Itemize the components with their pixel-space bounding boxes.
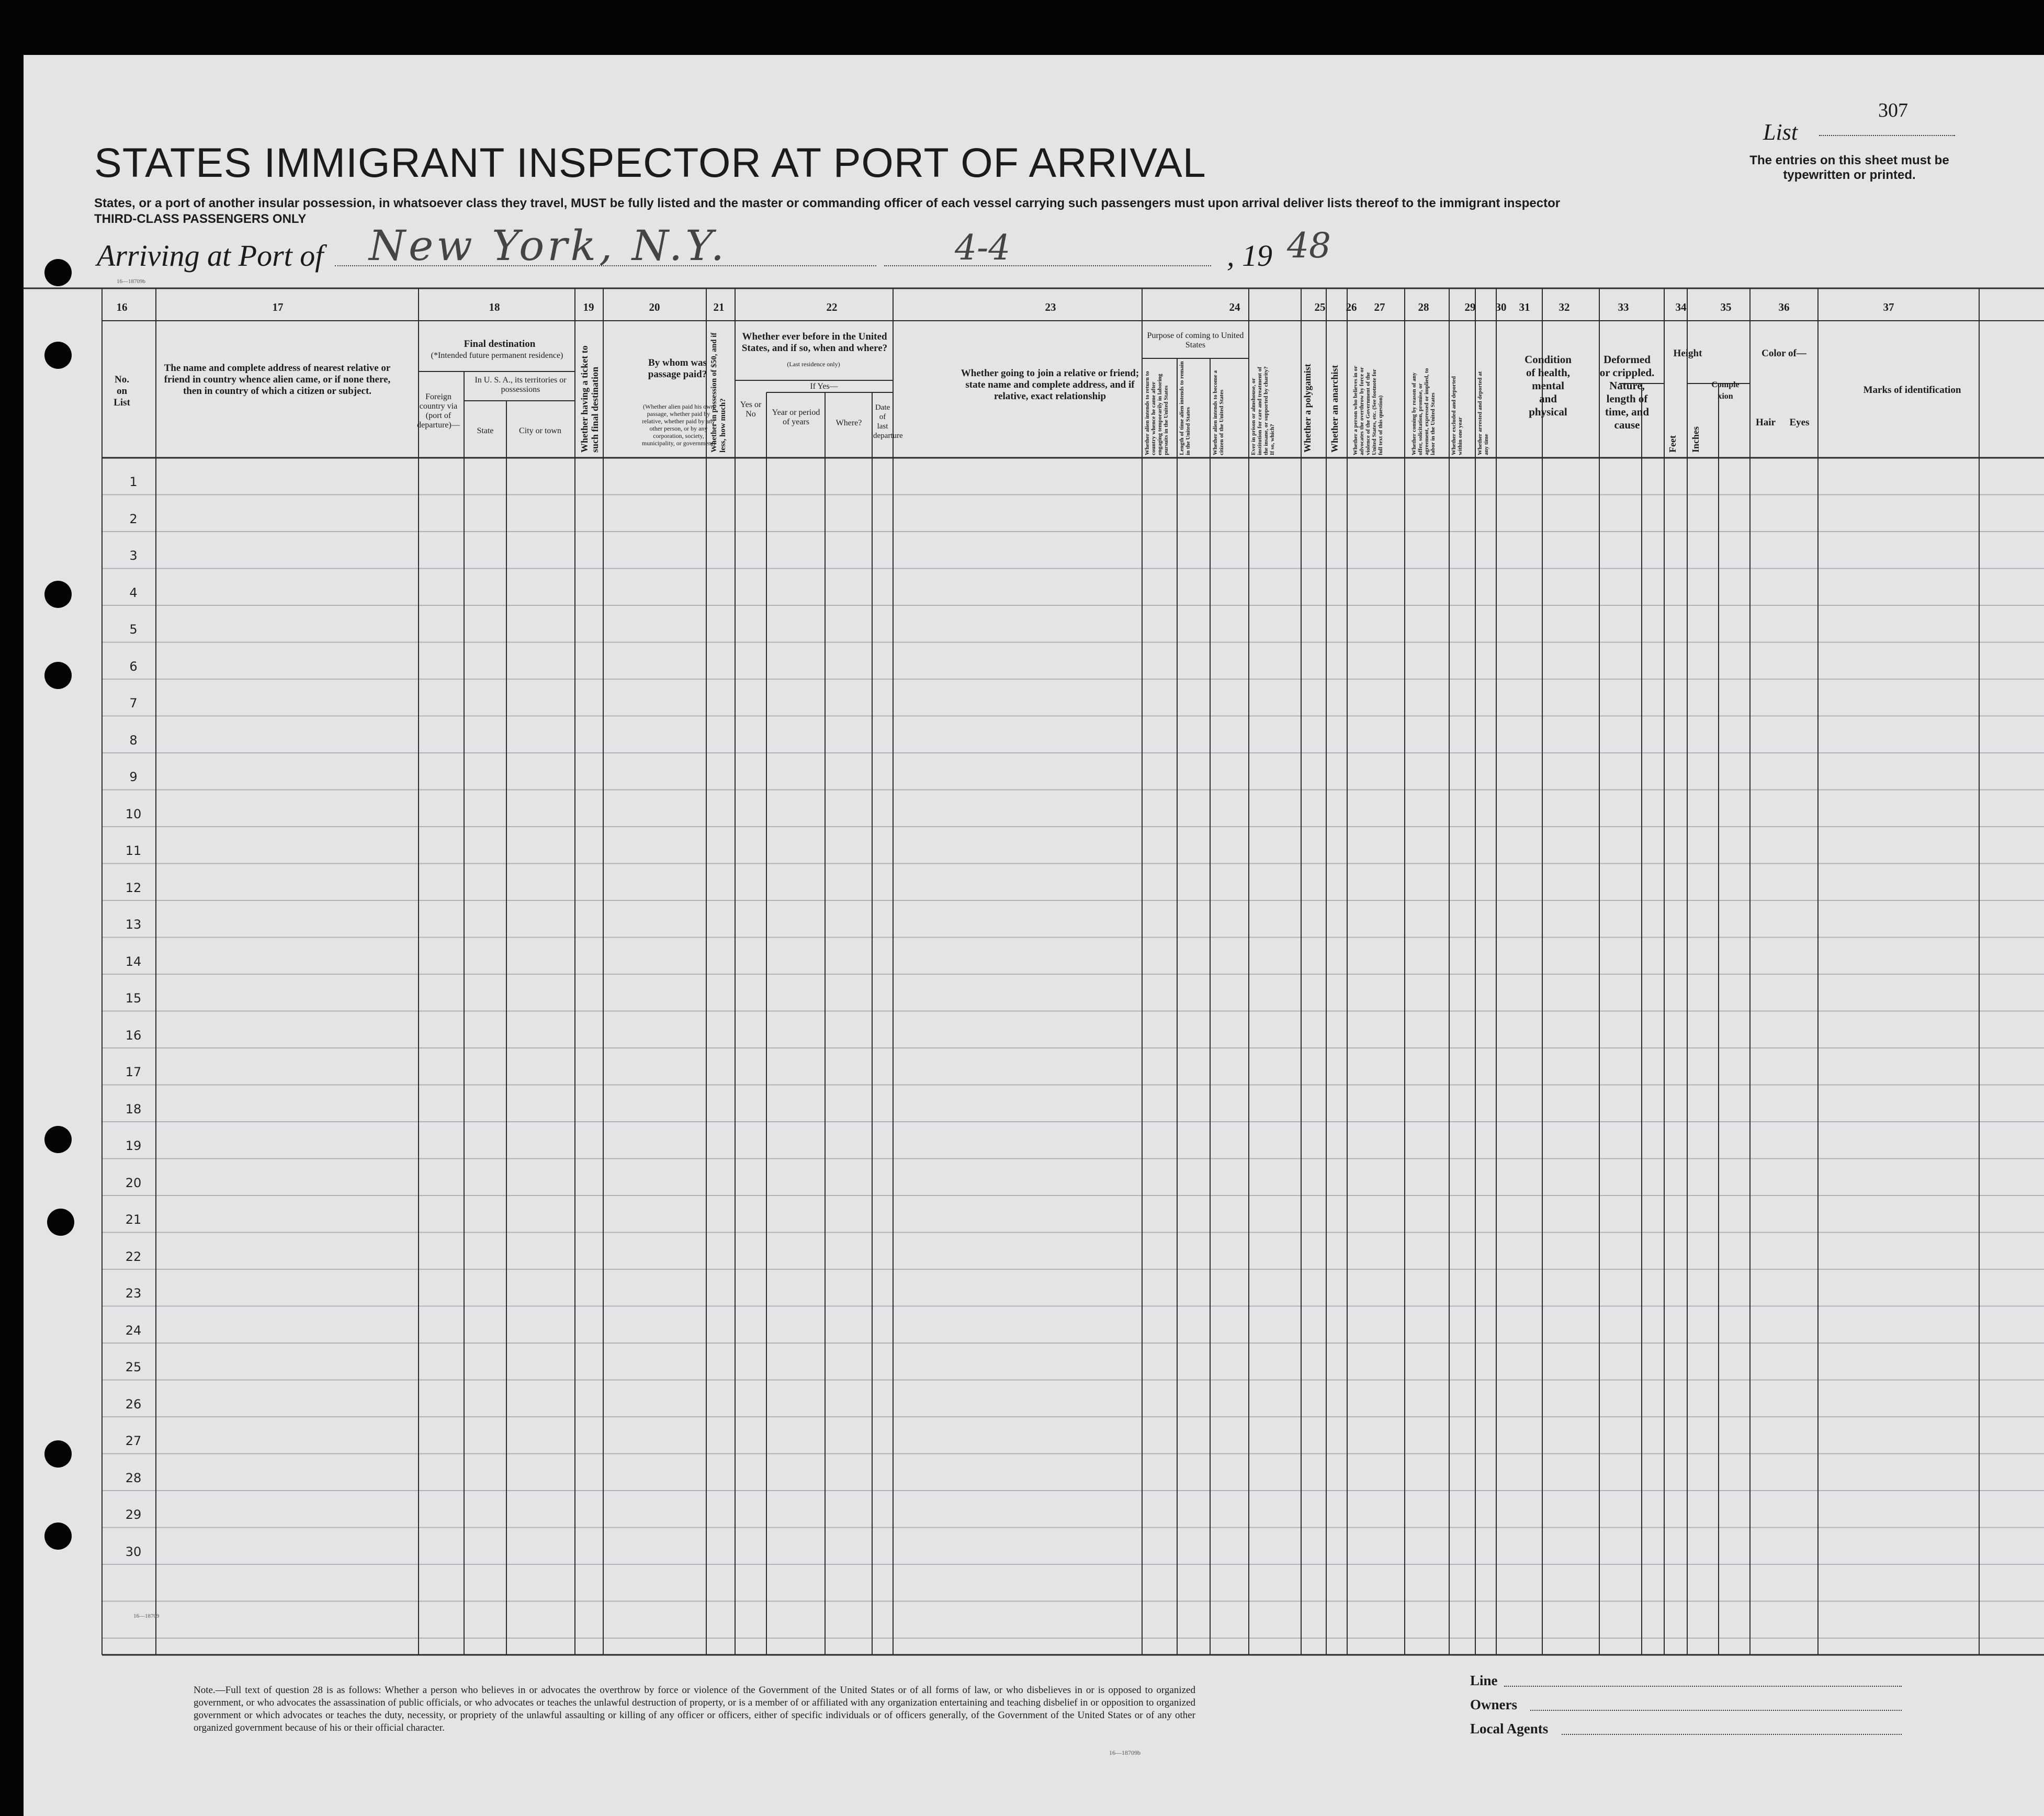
col-24-length: Length of time alien intends to remain in the United States xyxy=(1179,361,1191,455)
col-33-header: Deformed or crippled. Nature, length of time, and cause xyxy=(1599,353,1655,431)
row-number: 6 xyxy=(129,659,138,674)
line-fill-line xyxy=(1504,1686,1902,1687)
row-number: 8 xyxy=(129,732,138,748)
col-num-20: 20 xyxy=(649,301,660,313)
row-number: 29 xyxy=(125,1507,142,1522)
form-title: STATES IMMIGRANT INSPECTOR AT PORT OF ARRIVAL xyxy=(94,139,1206,186)
col-num-37: 37 xyxy=(1883,301,1894,313)
col-22-title: Whether ever before in the United States, and if so, when and where? xyxy=(741,331,888,354)
col-26-header: Whether a polygamist xyxy=(1302,364,1313,453)
col-num-24: 24 xyxy=(1229,301,1240,313)
binder-hole xyxy=(44,662,72,689)
col-30-header: Whether excluded and deported within one year xyxy=(1451,376,1463,455)
col-num-31: 31 xyxy=(1519,301,1530,313)
manifest-sheet xyxy=(24,55,2044,1816)
col-34-inches: Inches xyxy=(1690,426,1701,453)
row-number: 25 xyxy=(125,1360,142,1374)
col-num-19: 19 xyxy=(583,301,594,313)
row-number: 17 xyxy=(125,1065,142,1079)
date-fill-line xyxy=(884,265,1211,266)
row-number: 12 xyxy=(125,880,142,895)
question-28-footnote: Note.—Full text of question 28 is as follows: Whether a person who believes in or advocates the overthrow by force or violence of the Government of the United States or of all forms of law, or who disbelieves in or is opposed to organized government, or who advocates the assassination of public officials, or who advocates or teaches the unlawful destruction of property, or is a member of or affiliated with any organization entertaining and teaching disbelief in or opposition to organized government or which advocates or teaches the duty, necessity, or propriety of the unlawful assaulting or killing of any officer or officers, either of specific individuals or of officers generally, of the Government of the United States or of any other organized government because of his or their official character. xyxy=(194,1685,1195,1733)
col-19-header: Whether having a ticket to such final destination xyxy=(579,345,600,453)
year-label: , 19 xyxy=(1227,239,1272,273)
col-24-return: Whether alien intends to return to country whence he came after engaging temporarily in laboring pursuits in the United States xyxy=(1144,371,1169,455)
col-21-header: Whether in possession of $50, and if less, how much? xyxy=(710,332,727,453)
binder-hole xyxy=(44,259,72,286)
col-29-header: Whether coming by reason of any offer, solicitation, promise, or agreement, expressed or implied, to labor in the United States xyxy=(1411,368,1436,455)
col-32-header: Condition of health, mental and physical xyxy=(1524,353,1572,418)
row-number: 18 xyxy=(125,1101,142,1116)
row-number: 26 xyxy=(125,1396,142,1412)
row-number: 23 xyxy=(125,1286,142,1301)
col-24-title: Purpose of coming to United States xyxy=(1147,331,1244,349)
entries-note: The entries on this sheet must be typewritten or printed. xyxy=(1749,153,1949,182)
form-code-top: 16—18709b xyxy=(117,278,145,285)
col-25-header: Ever in prison or almshouse, or institution for care and treatment of the insane, or supported by charity? If so, which? xyxy=(1250,366,1275,455)
passenger-class-line: THIRD-CLASS PASSENGERS ONLY xyxy=(94,212,307,226)
col-16-header: No. on List xyxy=(114,374,130,408)
col-18-title: Final destination xyxy=(464,339,536,349)
col-37-header: Marks of identification xyxy=(1863,385,1961,396)
row-number: 2 xyxy=(129,511,138,526)
col-28-header: Whether a person who believes in or advocates the overthrow by force or violence of the Government of the United States, etc. (See footnote for full text of this question) xyxy=(1352,366,1384,455)
col-36-hair: Hair xyxy=(1756,417,1776,428)
owners-fill-line xyxy=(1530,1710,1902,1711)
col-18-foreign: Foreign country via (port of departure)— xyxy=(417,392,460,430)
list-label: List xyxy=(1763,119,1798,145)
col-22-date: Date of last departure xyxy=(873,403,903,440)
col-20-note: (Whether alien paid his own passage, whether paid by relative, whether paid by any other person, or by any corporation, society, municipality, or government) xyxy=(641,403,716,447)
binder-hole xyxy=(44,1522,72,1550)
col-36-title: Color of— xyxy=(1761,348,1806,359)
col-18-city: City or town xyxy=(519,426,561,435)
col-34-feet: Feet xyxy=(1667,435,1678,453)
year-handwritten: 48 xyxy=(1287,225,1331,266)
agents-fill-line xyxy=(1562,1734,1902,1735)
row-number: 1 xyxy=(129,475,138,489)
form-code-footnote: 16—18709b xyxy=(1109,1749,1140,1756)
col-num-30: 30 xyxy=(1495,301,1507,313)
col-num-34: 34 xyxy=(1675,301,1687,313)
col-18-usa: In U. S. A., its territories or possessions xyxy=(475,376,567,394)
col-22-where: Where? xyxy=(835,419,862,427)
col-24-citizen: Whether alien intends to become a citizen of the United States xyxy=(1212,370,1225,455)
col-20-title: By whom was passage paid? xyxy=(648,357,707,380)
row-number: 9 xyxy=(129,770,138,784)
col-18-state: State xyxy=(477,426,494,435)
form-code-bottom: 16—18709 xyxy=(133,1613,160,1619)
line-label: Line xyxy=(1470,1673,1498,1688)
row-number: 21 xyxy=(125,1212,142,1227)
col-num-28: 28 xyxy=(1418,301,1429,313)
row-number: 24 xyxy=(125,1323,142,1338)
row-number: 10 xyxy=(125,806,142,821)
row-number: 4 xyxy=(129,585,138,600)
col-36-eyes: Eyes xyxy=(1789,417,1810,428)
col-num-18: 18 xyxy=(489,301,500,313)
form-subtitle: States, or a port of another insular possession, in whatsoever class they travel, MUST be fully listed and the master or commanding officer of each vessel carrying such passengers must upon arrival deliver lists thereof to the immigrant inspector xyxy=(94,196,1561,210)
binder-hole xyxy=(44,342,72,369)
col-num-17: 17 xyxy=(272,301,284,313)
col-num-21: 21 xyxy=(713,301,725,313)
row-number: 16 xyxy=(125,1028,142,1043)
row-number: 28 xyxy=(125,1470,142,1485)
binder-hole xyxy=(44,1126,72,1153)
col-22-ifyes: If Yes— xyxy=(810,382,838,391)
binder-hole xyxy=(44,1440,72,1468)
col-31-header: Whether arrested and deported at any time xyxy=(1477,371,1489,455)
row-number: 14 xyxy=(125,954,142,969)
col-num-32: 32 xyxy=(1559,301,1570,313)
arriving-label: Arriving at Port of xyxy=(97,239,324,273)
col-35-header: Complexion xyxy=(1711,380,1740,401)
row-number: 3 xyxy=(129,548,138,563)
col-num-36: 36 xyxy=(1778,301,1790,313)
col-num-23: 23 xyxy=(1045,301,1056,313)
date-handwritten: 4-4 xyxy=(955,228,1011,268)
col-num-25: 25 xyxy=(1314,301,1326,313)
manifest-grid xyxy=(24,55,2044,1816)
row-number: 20 xyxy=(125,1175,142,1190)
list-fill-line xyxy=(1819,135,1955,136)
col-num-29: 29 xyxy=(1464,301,1476,313)
row-number: 7 xyxy=(129,696,138,710)
row-number: 19 xyxy=(125,1138,142,1153)
row-number: 27 xyxy=(125,1434,142,1448)
row-number: 5 xyxy=(129,622,138,637)
binder-hole xyxy=(44,581,72,608)
col-23-header: Whether going to join a relative or friend; state name and complete address, and if relative, exact relationship xyxy=(961,368,1139,402)
col-17-header: The name and complete address of nearest relative or friend in country whence alien came, or if none there, then in country of which a citizen or subject. xyxy=(164,363,391,397)
row-number: 15 xyxy=(125,991,142,1006)
col-22-years: Year or period of years xyxy=(772,408,820,426)
list-number: 307 xyxy=(1878,99,1908,121)
local-agents-label: Local Agents xyxy=(1470,1721,1549,1736)
row-number: 11 xyxy=(125,843,142,858)
col-22-note: (Last residence only) xyxy=(787,360,840,368)
col-18-note: (*Intended future permanent residence) xyxy=(431,351,563,360)
col-num-27: 27 xyxy=(1374,301,1385,313)
col-num-26: 26 xyxy=(1346,301,1357,313)
col-27-header: Whether an anarchist xyxy=(1329,365,1340,453)
row-number: 22 xyxy=(125,1249,142,1264)
row-number: 30 xyxy=(125,1544,142,1559)
col-34-title: Height xyxy=(1673,348,1702,359)
col-22-yesno: Yes or No xyxy=(740,400,762,419)
col-num-22: 22 xyxy=(826,301,838,313)
binder-hole xyxy=(47,1209,74,1236)
port-handwritten: New York, N.Y. xyxy=(369,221,728,270)
row-number: 13 xyxy=(125,917,142,932)
owners-label: Owners xyxy=(1470,1697,1517,1712)
col-num-33: 33 xyxy=(1618,301,1629,313)
col-num-16: 16 xyxy=(116,301,128,313)
col-num-35: 35 xyxy=(1720,301,1732,313)
